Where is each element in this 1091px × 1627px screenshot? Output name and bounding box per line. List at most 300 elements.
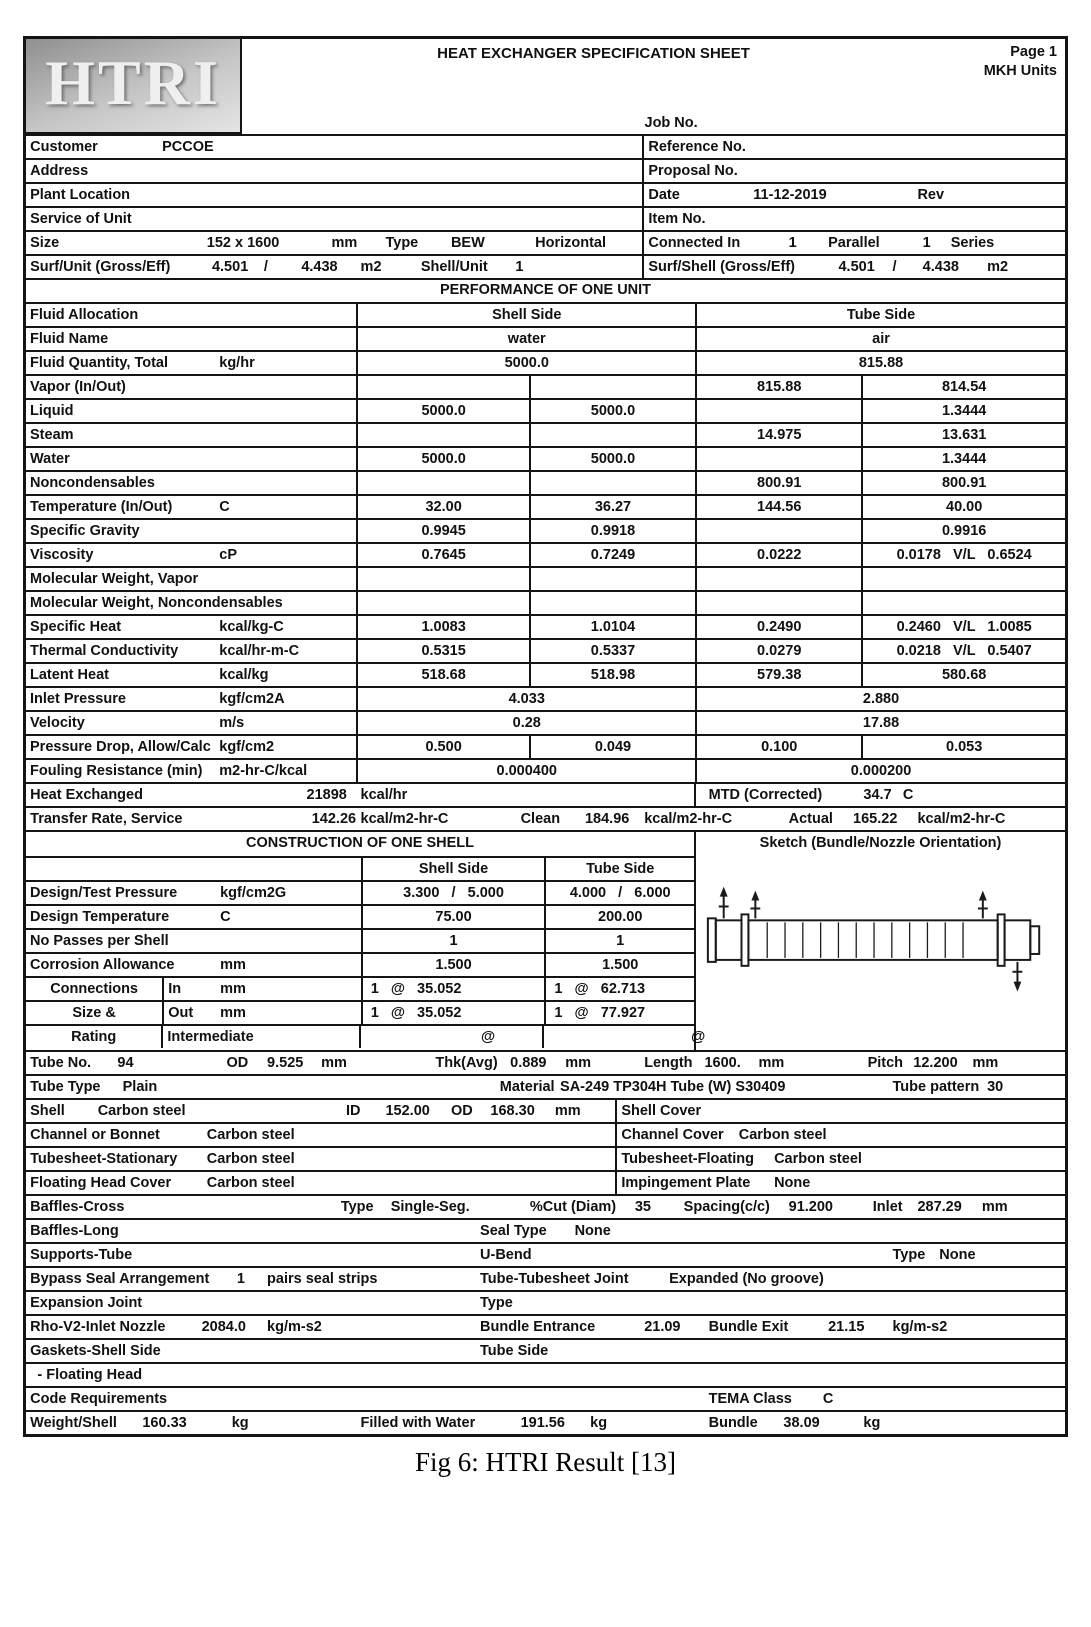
row-surface [26, 254, 1065, 278]
header-right [242, 39, 1065, 134]
shell-out-value: 5000.0 [529, 448, 695, 470]
row-unit: C [220, 909, 231, 925]
divider [642, 184, 644, 206]
material-value: SA-249 TP304H Tube (W) S30409 [560, 1079, 786, 1095]
mtd-unit: C [902, 787, 914, 803]
shell-value: 0.000400 [356, 760, 695, 782]
tube-out-value: 40.00 [861, 496, 1065, 518]
actual-unit: kcal/m2-hr-C [917, 811, 1006, 827]
row-label: Fluid Quantity, Total [30, 355, 169, 371]
label-cell [26, 328, 356, 350]
tube-in-value: 144.56 [695, 496, 861, 518]
label-cell [26, 616, 356, 638]
tema-class-label: TEMA Class [708, 1391, 792, 1407]
label-cell [26, 1026, 359, 1048]
perf-row-fluid-quantity [26, 350, 1065, 374]
shell-in-value [356, 568, 528, 590]
tube-out-value: 13.631 [861, 424, 1065, 446]
tubesheet-floating-material: Carbon steel [774, 1151, 862, 1167]
perf-row-fluid-name [26, 326, 1065, 350]
tube-in-value: 0.0222 [695, 544, 861, 566]
shell-value: 5000.0 [356, 352, 695, 374]
header-top [242, 39, 1065, 81]
row-label: Velocity [30, 715, 85, 731]
label-cell [26, 930, 361, 952]
actual-label: Actual [788, 811, 833, 827]
plant-label: Plant Location [30, 187, 131, 203]
heat-exchanger-sketch [696, 856, 1065, 1046]
slash: / [263, 259, 268, 275]
divider [642, 136, 644, 158]
tubesheet-label: Tubesheet-Stationary [30, 1151, 178, 1167]
label-cell [26, 640, 356, 662]
inlet-unit: mm [981, 1199, 1008, 1215]
row-unit: m2-hr-C/kcal [219, 763, 308, 779]
shell-value: @ [359, 1026, 542, 1048]
shell-unit: mm [554, 1103, 581, 1119]
surf-shell-um: m2 [987, 259, 1009, 275]
row-label: Temperature (In/Out) [30, 499, 173, 515]
tube-type-label: Tube Type [30, 1079, 101, 1095]
blank-cell [26, 858, 361, 880]
rho-label: Rho-V2-Inlet Nozzle [30, 1319, 166, 1335]
tube-out-value: 0.2460 V/L 1.0085 [861, 616, 1065, 638]
od-value: 168.30 [490, 1103, 535, 1119]
perf-row-viscosity [26, 542, 1065, 566]
shell-cover-label: Shell Cover [621, 1103, 702, 1119]
tube-value: 17.88 [695, 712, 1065, 734]
row-unit: kg/hr [219, 355, 255, 371]
od-label: OD [450, 1103, 473, 1119]
reference-label: Reference No. [648, 139, 746, 155]
thk-value: 0.889 [510, 1055, 547, 1071]
perf-row-temperature [26, 494, 1065, 518]
row-label: Steam [30, 427, 74, 443]
length-label: Length [644, 1055, 693, 1071]
label-cell [26, 664, 356, 686]
row-label: Corrosion Allowance [30, 957, 175, 973]
shell-value: 1.500 [361, 954, 545, 976]
rho-value: 2084.0 [201, 1319, 246, 1335]
row-label: Fluid Allocation [30, 307, 139, 323]
seal-type-label: Seal Type [480, 1223, 547, 1239]
seal-type-value: None [574, 1223, 611, 1239]
perf-row-fluid-allocation [26, 302, 1065, 326]
tube-value: 200.00 [544, 906, 694, 928]
tube-out-value: 814.54 [861, 376, 1065, 398]
row-tube-no [26, 1050, 1065, 1074]
label-cell [26, 906, 361, 928]
label-cell [26, 760, 356, 782]
customer-value: PCCOE [162, 139, 214, 155]
label-cell [26, 376, 356, 398]
filled-value: 191.56 [520, 1415, 565, 1431]
channel-label: Channel or Bonnet [30, 1127, 160, 1143]
row-expansion-joint [26, 1290, 1065, 1314]
tube-value: air [695, 328, 1065, 350]
channel-cover-label: Channel Cover [621, 1127, 724, 1143]
customer-label: Customer [30, 139, 98, 155]
filled-unit: kg [590, 1415, 608, 1431]
heat-exchanged-value: 21898 [306, 787, 347, 803]
perf-row-mw-noncondensables [26, 590, 1065, 614]
spacing-value: 91.200 [788, 1199, 833, 1215]
row-channel-material [26, 1122, 1065, 1146]
shell-value: 1 @ 35.052 [361, 978, 545, 1000]
row-label: Pressure Drop, Allow/Calc [30, 739, 211, 755]
rev-label: Rev [917, 187, 945, 203]
tube-side-header: Tube Side [695, 304, 1065, 326]
gaskets-floating-head-label: - Floating Head [37, 1367, 143, 1383]
tube-joint-label: Tube-Tubesheet Joint [480, 1271, 629, 1287]
connected-label: Connected In [648, 235, 741, 251]
tube-value: 815.88 [695, 352, 1065, 374]
bypass-count: 1 [236, 1271, 245, 1287]
divider [615, 1100, 617, 1122]
row-connections-in [26, 976, 694, 1000]
perf-row-steam [26, 422, 1065, 446]
shell-in-value [356, 376, 528, 398]
baffles-cross-label: Baffles-Cross [30, 1199, 125, 1215]
perf-row-velocity [26, 710, 1065, 734]
cut-label: %Cut (Diam) [529, 1199, 617, 1215]
shell-label: Shell [30, 1103, 65, 1119]
tube-value: 1.500 [544, 954, 694, 976]
row-connections-intermediate [26, 1024, 706, 1048]
material-label: Material [499, 1079, 555, 1095]
impingement-label: Impingement Plate [621, 1175, 751, 1191]
construction-header-row [26, 856, 694, 880]
ubend-label: U-Bend [480, 1247, 532, 1263]
rating-label: Rating [71, 1029, 117, 1045]
row-unit: kcal/kg [219, 667, 269, 683]
label-cell [26, 472, 356, 494]
perf-row-mw-vapor [26, 566, 1065, 590]
perf-row-specific-heat [26, 614, 1065, 638]
tube-out-value: 1.3444 [861, 400, 1065, 422]
tube-in-value: 0.2490 [695, 616, 861, 638]
row-label: Latent Heat [30, 667, 109, 683]
row-tube-type [26, 1074, 1065, 1098]
impingement-value: None [774, 1175, 811, 1191]
sketch-label: Sketch (Bundle/Nozzle Orientation) [759, 835, 1002, 851]
surf-shell-eff: 4.438 [922, 259, 959, 275]
size-value: 152 x 1600 [206, 235, 280, 251]
perf-row-pressure-drop [26, 734, 1065, 758]
shell-out-value [529, 592, 695, 614]
pitch-value: 12.200 [913, 1055, 958, 1071]
orientation-value: Horizontal [535, 235, 606, 251]
id-label: ID [346, 1103, 361, 1119]
shell-value: 4.033 [356, 688, 695, 710]
tube-type-value: Plain [122, 1079, 158, 1095]
shell-out-value: 0.9918 [529, 520, 695, 542]
length-value: 1600. [704, 1055, 741, 1071]
perf-row-thermal-conductivity [26, 638, 1065, 662]
series-label: Series [950, 235, 995, 251]
divider [615, 1124, 617, 1146]
tube-value: 1 [544, 930, 694, 952]
perf-row-liquid [26, 398, 1065, 422]
shell-out-value [529, 472, 695, 494]
bundle-exit-unit: kg/m-s2 [892, 1319, 948, 1335]
length-unit: mm [758, 1055, 785, 1071]
shell-value: 3.300 / 5.000 [361, 882, 545, 904]
shell-in-value: 5000.0 [356, 400, 528, 422]
shell-calc-value: 0.049 [529, 736, 695, 758]
heat-exchanged-label: Heat Exchanged [30, 787, 143, 803]
divider [162, 1002, 164, 1024]
divider [642, 256, 644, 278]
item-label: Item No. [648, 211, 706, 227]
construction-table [26, 832, 706, 1050]
row-unit: kcal/kg-C [219, 619, 284, 635]
tube-no-label: Tube No. [30, 1055, 92, 1071]
row-baffles-cross [26, 1194, 1065, 1218]
tube-out-value: 0.0178 V/L 0.6524 [861, 544, 1065, 566]
tube-in-value: 815.88 [695, 376, 861, 398]
row-size [26, 230, 1065, 254]
row-customer [26, 134, 1065, 158]
label-cell [26, 1002, 361, 1024]
tema-class-value: C [822, 1391, 834, 1407]
perf-row-latent-heat [26, 662, 1065, 686]
surf-shell-label: Surf/Shell (Gross/Eff) [648, 259, 795, 275]
shell-out-value: 0.5337 [529, 640, 695, 662]
bundle-label: Bundle [708, 1415, 758, 1431]
label-cell [26, 496, 356, 518]
row-unit: kgf/cm2A [219, 691, 285, 707]
code-requirements-label: Code Requirements [30, 1391, 168, 1407]
bundle-exit-value: 21.15 [828, 1319, 865, 1335]
row-label: Design Temperature [30, 909, 170, 925]
shell-in-value: 0.9945 [356, 520, 528, 542]
tube-no-value: 94 [117, 1055, 134, 1071]
mtd-label: MTD (Corrected) [708, 787, 823, 803]
size-rating-label: Size & [72, 1005, 116, 1021]
bypass-desc: pairs seal strips [267, 1271, 378, 1287]
row-label: Molecular Weight, Vapor [30, 571, 199, 587]
support-type-value: None [939, 1247, 976, 1263]
inlet-label: Inlet [872, 1199, 903, 1215]
tube-out-value [861, 592, 1065, 614]
label-cell [26, 424, 356, 446]
row-unit: kgf/cm2G [220, 885, 287, 901]
baffle-type-label: Type [340, 1199, 374, 1215]
weight-shell-value: 160.33 [142, 1415, 187, 1431]
weight-shell-unit: kg [231, 1415, 249, 1431]
row-plant-location [26, 182, 1065, 206]
tube-out-value: 580.68 [861, 664, 1065, 686]
label-cell [26, 954, 361, 976]
perf-row-vapor [26, 374, 1065, 398]
divider [642, 160, 644, 182]
bundle-value: 38.09 [783, 1415, 820, 1431]
address-label: Address [30, 163, 89, 179]
row-shell-material [26, 1098, 1065, 1122]
shell-in-value: 0.7645 [356, 544, 528, 566]
shell-material: Carbon steel [97, 1103, 186, 1119]
shell-value: 0.28 [356, 712, 695, 734]
baffle-type-value: Single-Seg. [390, 1199, 470, 1215]
actual-value: 165.22 [853, 811, 898, 827]
row-passes [26, 928, 694, 952]
row-address [26, 158, 1065, 182]
clean-unit: kcal/m2-hr-C [644, 811, 733, 827]
units-label: MKH Units [983, 63, 1057, 79]
row-unit: C [219, 499, 230, 515]
tube-value: 1 @ 77.927 [544, 1002, 694, 1024]
service-label: Service of Unit [30, 211, 132, 227]
cut-value: 35 [634, 1199, 651, 1215]
row-label: Viscosity [30, 547, 94, 563]
type-value: BEW [450, 235, 485, 251]
surf-unit-gross: 4.501 [211, 259, 249, 275]
tube-in-value [695, 448, 861, 470]
gaskets-tube-side-label: Tube Side [480, 1343, 549, 1359]
tube-side-header: Tube Side [544, 858, 694, 880]
tube-out-value: 0.0218 V/L 0.5407 [861, 640, 1065, 662]
tube-allow-value: 0.100 [695, 736, 861, 758]
row-baffles-long [26, 1218, 1065, 1242]
row-transfer-rate [26, 806, 1065, 830]
label-cell [26, 304, 356, 326]
tube-out-value: 0.9916 [861, 520, 1065, 542]
label-cell [26, 978, 361, 1000]
proposal-label: Proposal No. [648, 163, 738, 179]
shell-out-value: 36.27 [529, 496, 695, 518]
perf-row-noncondensables [26, 470, 1065, 494]
row-unit: kgf/cm2 [219, 739, 275, 755]
tube-value: 2.880 [695, 688, 1065, 710]
row-bypass-seal [26, 1266, 1065, 1290]
tube-calc-value: 0.053 [861, 736, 1065, 758]
rho-unit: kg/m-s2 [267, 1319, 322, 1335]
label-cell [26, 592, 356, 614]
clean-label: Clean [520, 811, 561, 827]
bundle-exit-label: Bundle Exit [708, 1319, 789, 1335]
shell-out-value [529, 424, 695, 446]
divider [694, 784, 696, 806]
pitch-label: Pitch [867, 1055, 904, 1071]
row-connections-out [26, 1000, 694, 1024]
row-unit: mm [220, 1005, 246, 1021]
thk-label: Thk(Avg) [435, 1055, 498, 1071]
size-unit: mm [331, 235, 358, 251]
figure-caption: Fig 6: HTRI Result [13] [415, 1447, 676, 1477]
parallel-label: Parallel [828, 235, 880, 251]
shell-in-value: 1.0083 [356, 616, 528, 638]
row-unit: kcal/hr-m-C [219, 643, 300, 659]
bundle-entrance-label: Bundle Entrance [480, 1319, 596, 1335]
floating-head-material: Carbon steel [206, 1175, 295, 1191]
tube-in-value [695, 568, 861, 590]
shell-in-value: 5000.0 [356, 448, 528, 470]
out-label: Out [168, 1005, 194, 1021]
label-cell [26, 448, 356, 470]
tube-value: @ [542, 1026, 694, 1048]
floating-head-label: Floating Head Cover [30, 1175, 172, 1191]
tube-pattern-label: Tube pattern [892, 1079, 980, 1095]
row-unit: cP [219, 547, 238, 563]
tube-out-value: 800.91 [861, 472, 1065, 494]
tube-in-value [695, 592, 861, 614]
support-type-label: Type [892, 1247, 926, 1263]
row-label: Specific Gravity [30, 523, 140, 539]
shell-out-value: 518.98 [529, 664, 695, 686]
construction-section [26, 830, 1065, 1050]
row-floating-head [26, 1170, 1065, 1194]
row-code-requirements [26, 1386, 1065, 1410]
row-supports-tube [26, 1242, 1065, 1266]
weight-shell-label: Weight/Shell [30, 1415, 117, 1431]
inlet-value: 287.29 [917, 1199, 962, 1215]
tube-in-value: 579.38 [695, 664, 861, 686]
tube-value: 1 @ 62.713 [544, 978, 694, 1000]
surf-unit-um: m2 [360, 259, 382, 275]
construction-title-row [26, 832, 694, 856]
shell-in-value [356, 472, 528, 494]
tube-joint-value: Expanded (No groove) [669, 1271, 824, 1287]
shell-out-value [529, 568, 695, 590]
row-label: Vapor (In/Out) [30, 379, 126, 395]
row-unit: mm [220, 957, 246, 973]
filled-label: Filled with Water [360, 1415, 476, 1431]
connections-label: Connections [50, 981, 138, 997]
label-cell [26, 882, 361, 904]
row-label: Specific Heat [30, 619, 122, 635]
job-no-label: Job No. [644, 115, 698, 131]
perf-row-water [26, 446, 1065, 470]
channel-material: Carbon steel [206, 1127, 295, 1143]
divider [615, 1172, 617, 1194]
page-number: Page 1 [1010, 44, 1057, 60]
shell-out-value: 5000.0 [529, 400, 695, 422]
divider [642, 232, 644, 254]
size-label: Size [30, 235, 60, 251]
performance-section-title: PERFORMANCE OF ONE UNIT [26, 278, 1065, 302]
construction-section-title: CONSTRUCTION OF ONE SHELL [246, 835, 475, 851]
row-label: Liquid [30, 403, 74, 419]
od-label: OD [226, 1055, 249, 1071]
row-rho-v2 [26, 1314, 1065, 1338]
shell-out-value: 1.0104 [529, 616, 695, 638]
surf-shell-gross: 4.501 [838, 259, 875, 275]
sheet-header [26, 39, 1065, 134]
supports-tube-label: Supports-Tube [30, 1247, 133, 1263]
row-heat-exchanged [26, 782, 1065, 806]
series-count: 1 [922, 235, 931, 251]
date-label: Date [648, 187, 680, 203]
pitch-unit: mm [972, 1055, 999, 1071]
label-cell [26, 712, 356, 734]
tube-in-value [695, 400, 861, 422]
divider [615, 1148, 617, 1170]
shell-out-value: 0.7249 [529, 544, 695, 566]
label-cell [26, 352, 356, 374]
slash: / [892, 259, 897, 275]
htri-logo: HTRI [26, 39, 242, 134]
od-value: 9.525 [267, 1055, 304, 1071]
expansion-label: Expansion Joint [30, 1295, 143, 1311]
tube-out-value [861, 568, 1065, 590]
shell-value: 1 [361, 930, 545, 952]
row-unit: mm [220, 981, 246, 997]
tube-in-value: 14.975 [695, 424, 861, 446]
row-label: Molecular Weight, Noncondensables [30, 595, 283, 611]
clean-value: 184.96 [584, 811, 630, 827]
spacing-label: Spacing(c/c) [683, 1199, 770, 1215]
